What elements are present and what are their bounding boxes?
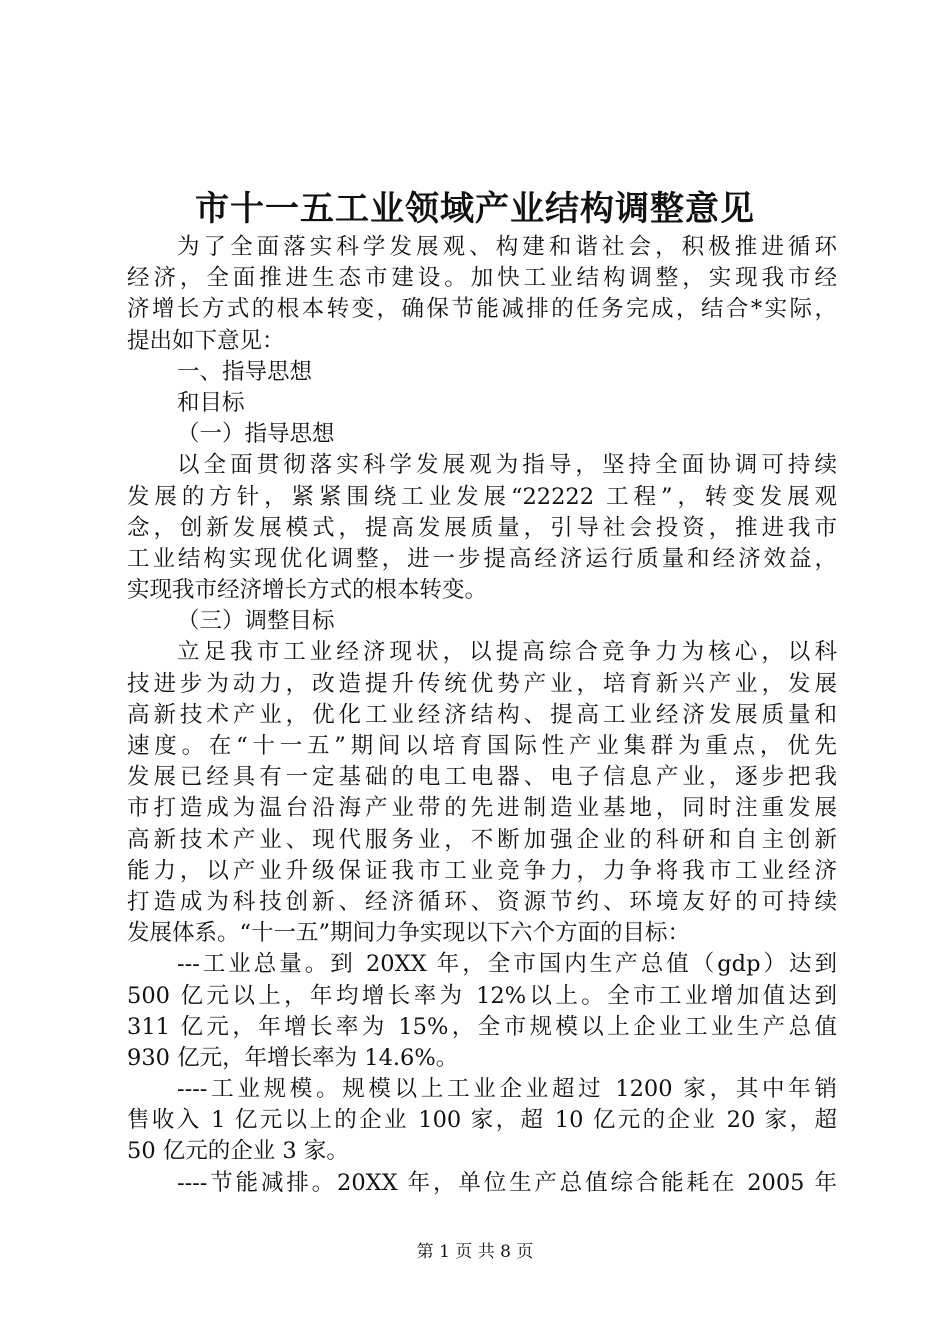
paragraph-line: 经济，全面推进生态市建设。加快工业结构调整，实现我市经 — [127, 265, 837, 292]
target-line: 500 亿元以上，年均增长率为 12%以上。全市工业增加值达到 — [127, 982, 837, 1009]
paragraph-line: 高新技术产业，优化工业经济结构、提高工业经济发展质量和 — [127, 701, 837, 728]
subsection-heading: （一）指导思想 — [177, 421, 335, 448]
paragraph-line: 高新技术产业、现代服务业，不断加强企业的科研和自主创新 — [127, 826, 837, 853]
target-line: 售收入 1 亿元以上的企业 100 家，超 10 亿元的企业 20 家，超 — [127, 1107, 837, 1134]
document-body — [127, 232, 837, 1199]
target-line: 930 亿元，年增长率为 14.6%。 — [127, 1044, 459, 1071]
paragraph-line: 实现我市经济增长方式的根本转变。 — [127, 577, 488, 604]
subsection-heading: （三）调整目标 — [177, 608, 335, 635]
document-title: 市十一五工业领域产业结构调整意见 — [195, 189, 755, 229]
paragraph-line: 速度。在“十一五”期间以培育国际性产业集群为重点，优先 — [127, 733, 837, 759]
paragraph-line: 立足我市工业经济现状，以提高综合竞争力为核心，以科 — [177, 639, 837, 666]
paragraph-line: 发展体系。“十一五”期间力争实现以下六个方面的目标： — [127, 920, 691, 947]
paragraph-line: 打造成为科技创新、经济循环、资源节约、环境友好的可持续 — [127, 888, 837, 915]
paragraph-line: 发展已经具有一定基础的电工电器、电子信息产业，逐步把我 — [127, 764, 837, 791]
target-line: ---工业总量。到 20XX 年，全市国内生产总值（gdp）达到 — [177, 951, 837, 978]
section-heading: 一、指导思想 — [177, 358, 313, 385]
paragraph-line: 念，创新发展模式，提高发展质量，引导社会投资，推进我市 — [127, 514, 837, 541]
paragraph-line: 发展的方针，紧紧围绕工业发展“22222 工程”，转变发展观 — [127, 483, 837, 510]
target-line: 311 亿元，年增长率为 15%，全市规模以上企业工业生产总值 — [127, 1013, 837, 1040]
page-number: 第 1 页 共 8 页 — [416, 1242, 534, 1262]
section-heading-continuation: 和目标 — [177, 389, 245, 416]
target-line: 50 亿元的企业 3 家。 — [127, 1138, 349, 1165]
target-line: ----工业规模。规模以上工业企业超过 1200 家，其中年销 — [177, 1076, 837, 1103]
paragraph-line: 工业结构实现优化调整，进一步提高经济运行质量和经济效益， — [127, 545, 837, 572]
paragraph-line: 为了全面落实科学发展观、构建和谐社会，积极推进循环 — [177, 234, 837, 260]
target-line: ----节能减排。20XX 年，单位生产总值综合能耗在 2005 年 — [177, 1169, 837, 1196]
paragraph-line: 济增长方式的根本转变，确保节能减排的任务完成，结合*实际， — [127, 296, 837, 323]
paragraph-line: 提出如下意见： — [127, 327, 285, 354]
paragraph-line: 以全面贯彻落实科学发展观为指导，坚持全面协调可持续 — [177, 452, 837, 479]
paragraph-line: 技进步为动力，改造提升传统优势产业，培育新兴产业，发展 — [127, 670, 837, 697]
paragraph-line: 能力，以产业升级保证我市工业竞争力，力争将我市工业经济 — [127, 857, 837, 884]
paragraph-line: 市打造成为温台沿海产业带的先进制造业基地，同时注重发展 — [127, 795, 837, 822]
